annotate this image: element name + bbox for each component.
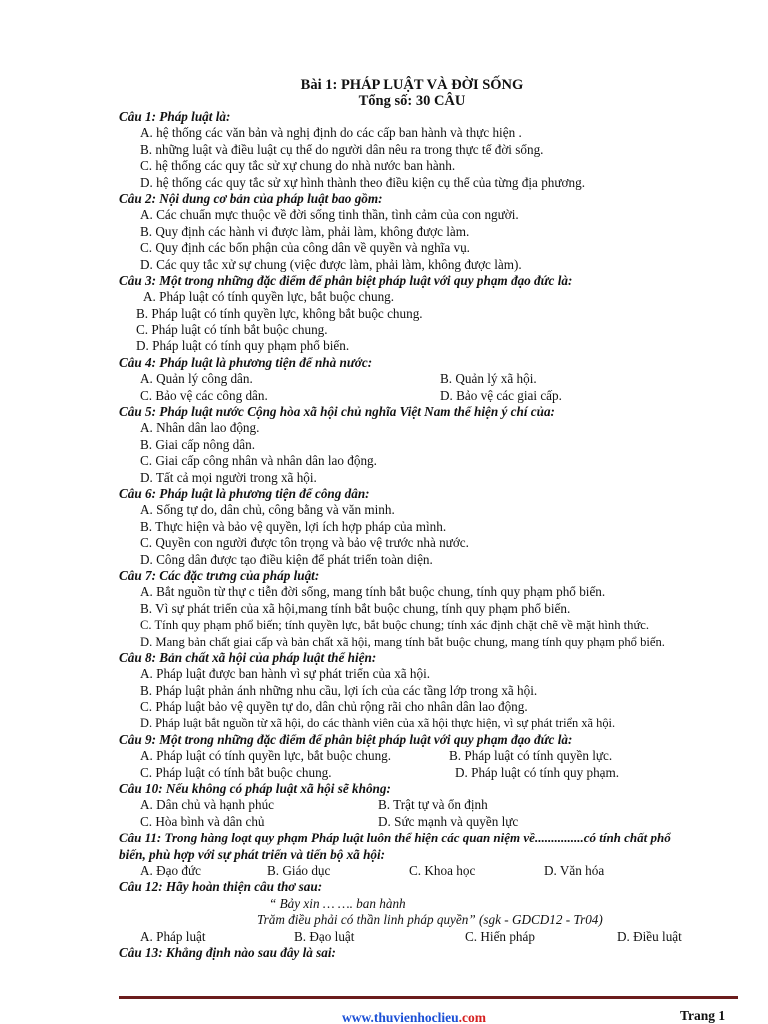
option-4d: D. Bảo vệ các giai cấp. [440,387,562,403]
option-row-10ab [119,797,739,813]
question-stem-13: Câu 13: Khẳng định nào sau đây là sai: [119,944,336,960]
question-stem-2: Câu 2: Nội dung cơ bản của pháp luật bao gồm: [119,190,383,206]
page-subtitle: Tổng số: 30 CÂU [358,93,466,109]
question-stem-9: Câu 9: Một trong những đặc điểm để phân biệt pháp luật với quy phạm đạo đức là: [119,731,573,747]
option-3a: A. Pháp luật có tính quyền lực, bắt buộc chung. [143,289,395,305]
question-stem-4: Câu 4: Pháp luật là phương tiện để nhà nước: [119,354,373,370]
option-8d: D. Pháp luật bắt nguồn từ xã hội, do các thành viên của xã hội thực hiện, vì sự phát triển xã hội. [140,716,616,731]
verse-line-1: “ Bảy xin … …. ban hành [269,895,406,911]
option-6a: A. Sống tự do, dân chủ, công bằng và văn minh. [140,502,395,518]
option-2c: C. Quy định các bổn phận của công dân về quyền và nghĩa vụ. [140,240,470,256]
option-5d: D. Tất cả mọi người trong xã hội. [140,469,317,485]
option-9b: B. Pháp luật có tính quyền lực. [449,748,613,764]
option-4a: A. Quản lý công dân. [140,371,253,387]
option-1a: A. hệ thống các văn bản và nghị định do các cấp ban hành và thực hiện . [140,125,522,141]
option-2b: B. Quy định các hành vi được làm, phải làm, không được làm. [140,223,470,239]
option-row-9cd [119,765,739,781]
option-row-11 [119,863,739,879]
option-row-9ab [119,748,739,764]
option-6d: D. Công dân được tạo điều kiện để phát triển toàn diện. [140,551,433,567]
question-stem-11-cont: biến, phù hợp với sự phát triển và tiến bộ xã hội: [119,846,386,862]
option-4c: C. Bảo vệ các công dân. [140,387,268,403]
option-10d: D. Sức mạnh và quyền lực [378,813,519,829]
option-10a: A. Dân chủ và hạnh phúc [140,797,275,813]
option-row-4ab [119,371,739,387]
option-12d: D. Điều luật [617,928,682,944]
option-1c: C. hệ thống các quy tắc sử xự chung do nhà nước ban hành. [140,158,456,174]
option-11c: C. Khoa học [409,862,476,878]
website-domain: .com [458,1010,487,1024]
question-stem-6: Câu 6: Pháp luật là phương tiện để công dân: [119,485,370,501]
option-12b: B. Đạo luật [294,928,355,944]
option-5c: C. Giai cấp công nhân và nhân dân lao động. [140,453,377,469]
question-stem-8: Câu 8: Bản chất xã hội của pháp luật thể hiện: [119,649,377,665]
page-number: Trang 1 [680,1008,726,1023]
option-7b: B. Vì sự phát triển của xã hội,mang tính bắt buộc chung, tính quy phạm phổ biến. [140,600,571,616]
option-3d: D. Pháp luật có tính quy phạm phổ biến. [136,338,350,354]
option-5b: B. Giai cấp nông dân. [140,436,255,452]
option-1b: B. những luật và điều luật cụ thể do người dân nêu ra trong thực tế đời sống. [140,141,544,157]
option-11a: A. Đạo đức [140,862,201,878]
option-8b: B. Pháp luật phản ánh những nhu cầu, lợi ích của các tầng lớp trong xã hội. [140,682,538,698]
option-9d: D. Pháp luật có tính quy phạm. [455,764,620,780]
option-10c: C. Hòa bình và dân chủ [140,813,265,829]
option-row-4cd [119,388,739,404]
option-2d: D. Các quy tắc xử sự chung (việc được làm, phải làm, không được làm). [140,256,522,272]
question-stem-3: Câu 3: Một trong những đặc điểm để phân biệt pháp luật với quy phạm đạo đức là: [119,272,573,288]
option-5a: A. Nhân dân lao động. [140,420,260,436]
option-3c: C. Pháp luật có tính bắt buộc chung. [136,322,328,338]
option-7c: C. Tính quy phạm phổ biến; tính quyền lực, bắt buộc chung; tính xác định chặt chẽ về mặt hình thức. [140,618,650,633]
option-3b: B. Pháp luật có tính quyền lực, không bắt buộc chung. [136,305,423,321]
option-9a: A. Pháp luật có tính quyền lực, bắt buộc chung. [140,748,392,764]
option-6b: B. Thực hiện và bảo vệ quyền, lợi ích hợp pháp của mình. [140,518,447,534]
question-stem-10: Câu 10: Nếu không có pháp luật xã hội sẽ không: [119,781,391,797]
question-stem-12: Câu 12: Hãy hoàn thiện câu thơ sau: [119,879,323,895]
question-stem-11: Câu 11: Trong hàng loạt quy phạm Pháp luật luôn thể hiện các quan niệm về...............có tính chất phổ [119,830,671,846]
option-12a: A. Pháp luật [140,928,206,944]
question-list [119,109,739,961]
question-stem-7: Câu 7: Các đặc trưng của pháp luật: [119,567,320,583]
option-row-12 [119,929,739,945]
question-stem-1: Câu 1: Pháp luật là: [119,109,231,124]
page-title: Bài 1: PHÁP LUẬT VÀ ĐỜI SỐNG [300,77,524,93]
option-10b: B. Trật tự và ổn định [378,797,488,813]
option-6c: C. Quyền con người được tôn trọng và bảo vệ trước nhà nước. [140,535,469,551]
option-row-10cd [119,814,739,830]
website-name: www.thuvienhoclieu [341,1010,459,1024]
footer-divider [119,996,738,999]
option-11d: D. Văn hóa [544,862,605,878]
option-4b: B. Quản lý xã hội. [440,371,537,387]
option-7a: A. Bắt nguồn từ thự c tiễn đời sống, mang tính bắt buộc chung, tính quy phạm phổ biến. [140,584,606,600]
option-2a: A. Các chuẩn mực thuộc về đời sống tinh thần, tình cảm của con người. [140,207,519,223]
option-9c: C. Pháp luật có tính bắt buộc chung. [140,764,332,780]
option-7d: D. Mang bản chất giai cấp và bản chất xã hội, mang tính bắt buộc chung, mang tính quy phạm phổ biến. [140,634,665,649]
verse-line-2: Trăm điều phải có thần linh pháp quyền” (sgk - GDCD12 - Tr04) [257,912,603,928]
option-11b: B. Giáo dục [267,862,331,878]
option-12c: C. Hiến pháp [465,928,535,944]
option-8a: A. Pháp luật được ban hành vì sự phát triển của xã hội. [140,666,431,682]
option-1d: D. hệ thống các quy tắc sử xự hình thành theo điều kiện cụ thể của từng địa phương. [140,174,586,190]
footer-website-link[interactable] [0,1010,768,1024]
option-8c: C. Pháp luật bảo vệ quyền tự do, dân chủ rộng rãi cho nhân dân lao động. [140,699,528,715]
question-stem-5: Câu 5: Pháp luật nước Cộng hòa xã hội chủ nghĩa Việt Nam thể hiện ý chí của: [119,404,555,420]
